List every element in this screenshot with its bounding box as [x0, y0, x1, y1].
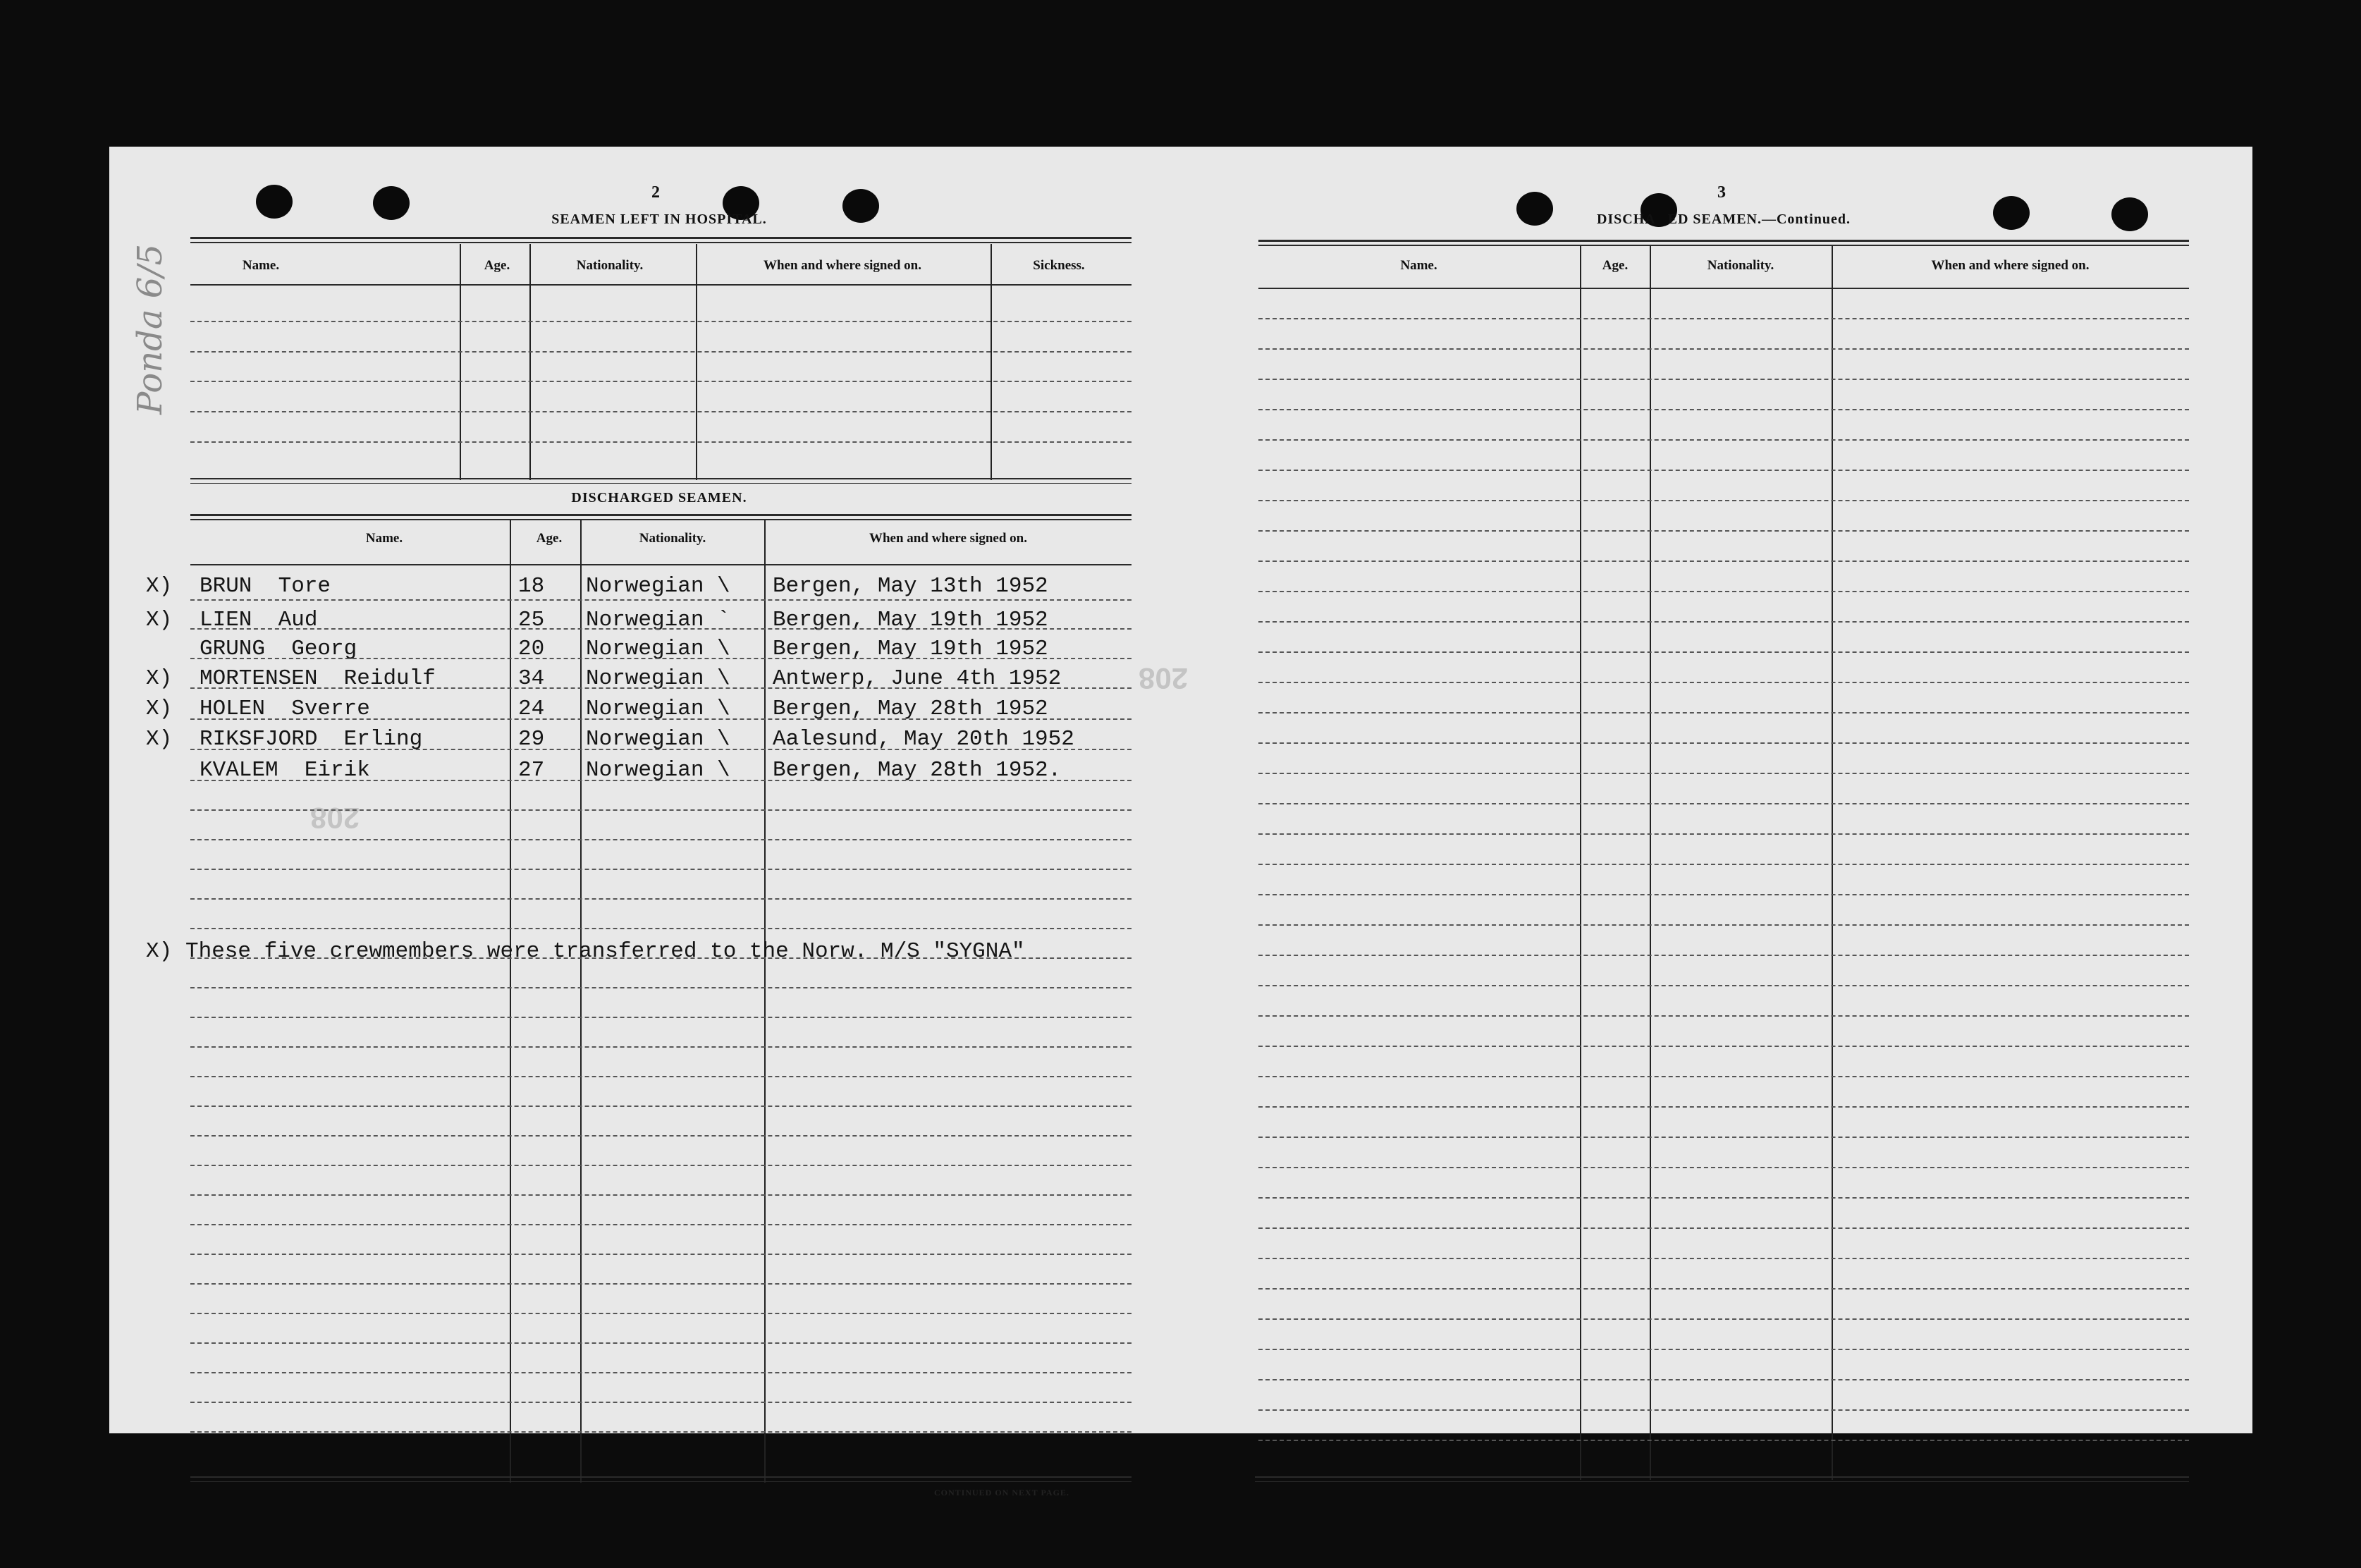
seaman-nationality: Norwegian \ [586, 727, 730, 752]
row-mark: X) [146, 666, 173, 691]
seaman-name: GRUNG Georg [200, 637, 357, 661]
seaman-nationality: Norwegian \ [586, 758, 730, 783]
col-header-sickness: Sickness. [1033, 258, 1085, 273]
seaman-name: KVALEM Eirik [200, 758, 370, 783]
punch-hole [1516, 192, 1553, 226]
faint-stamp: 208 [310, 802, 360, 835]
seaman-signed-on: Antwerp, June 4th 1952 [773, 666, 1062, 691]
seaman-name: RIKSFJORD Erling [200, 727, 423, 752]
hospital-section-title: SEAMEN LEFT IN HOSPITAL. [551, 212, 767, 227]
seaman-signed-on: Bergen, May 19th 1952 [773, 608, 1048, 632]
seaman-signed-on: Bergen, May 19th 1952 [773, 637, 1048, 661]
seaman-name: HOLEN Sverre [200, 697, 370, 721]
page-number-right: 3 [1717, 183, 1726, 202]
row-mark: X) [146, 608, 173, 632]
col-header-nationality: Nationality. [576, 258, 644, 273]
discharged-col-header-age: Age. [536, 531, 563, 546]
seaman-age: 25 [518, 608, 545, 632]
seaman-signed-on: Aalesund, May 20th 1952 [773, 727, 1074, 752]
margin-handwriting: Ponda 6/5 [130, 243, 170, 415]
right-col-header-age: Age. [1602, 258, 1629, 273]
page-number-left: 2 [651, 183, 660, 202]
seaman-age: 34 [518, 666, 545, 691]
seaman-age: 18 [518, 574, 545, 599]
seaman-nationality: Norwegian \ [586, 637, 730, 661]
continued-label: CONTINUED ON NEXT PAGE. [934, 1488, 1069, 1497]
seaman-nationality: Norwegian ` [586, 608, 730, 632]
footnote-text: These five crewmembers were transferred to the Norw. M/S "SYGNA" [185, 939, 1025, 964]
seaman-name: MORTENSEN Reidulf [200, 666, 436, 691]
row-mark: X) [146, 574, 173, 599]
right-col-header-nationality: Nationality. [1707, 258, 1774, 273]
faint-stamp: 208 [1139, 662, 1189, 695]
footnote-mark: X) [146, 939, 173, 964]
seaman-name: LIEN Aud [200, 608, 318, 632]
col-header-age: Age. [484, 258, 510, 273]
seaman-signed-on: Bergen, May 13th 1952 [773, 574, 1048, 599]
seaman-age: 29 [518, 727, 545, 752]
seaman-name: BRUN Tore [200, 574, 331, 599]
punch-hole [1993, 196, 2030, 230]
seaman-age: 24 [518, 697, 545, 721]
discharged-col-header-signed-on: When and where signed on. [869, 531, 1027, 546]
seaman-age: 20 [518, 637, 545, 661]
col-header-name: Name. [242, 258, 280, 273]
right-section-title: DISCHA ED SEAMEN.—Continued. [1596, 212, 1851, 227]
seaman-nationality: Norwegian \ [586, 574, 730, 599]
discharged-col-header-name: Name. [365, 531, 403, 546]
col-header-signed-on: When and where signed on. [763, 258, 921, 273]
discharged-section-title: DISCHARGED SEAMEN. [571, 490, 747, 506]
punch-hole [842, 189, 879, 223]
right-col-header-signed-on: When and where signed on. [1931, 258, 2090, 273]
row-mark: X) [146, 727, 173, 752]
punch-hole [256, 185, 293, 219]
seaman-nationality: Norwegian \ [586, 666, 730, 691]
row-mark: X) [146, 697, 173, 721]
seaman-nationality: Norwegian \ [586, 697, 730, 721]
seaman-signed-on: Bergen, May 28th 1952. [773, 758, 1062, 783]
seaman-signed-on: Bergen, May 28th 1952 [773, 697, 1048, 721]
right-col-header-name: Name. [1400, 258, 1437, 273]
punch-hole [2111, 197, 2148, 231]
discharged-col-header-nationality: Nationality. [639, 531, 706, 546]
document-sheet [109, 147, 2252, 1497]
seaman-age: 27 [518, 758, 545, 783]
punch-hole [373, 186, 410, 220]
